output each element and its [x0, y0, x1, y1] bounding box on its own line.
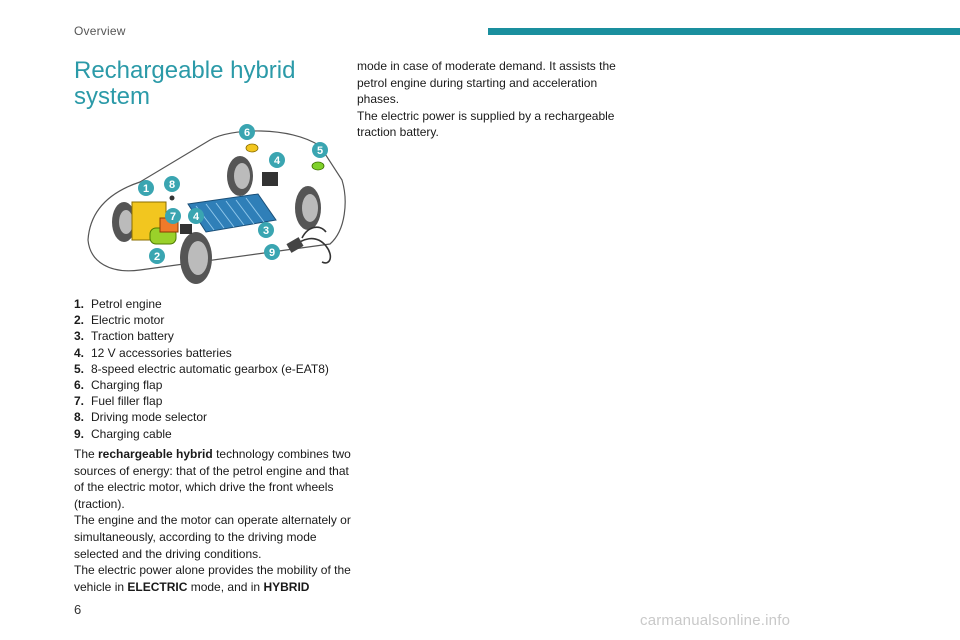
- driving-mode-selector-shape: [170, 196, 175, 201]
- list-item: 4. 12 V accessories batteries: [74, 345, 232, 360]
- svg-text:2: 2: [153, 251, 161, 263]
- accessory-battery-rear: [262, 172, 278, 186]
- svg-text:8: 8: [168, 179, 176, 191]
- accessory-battery-front: [180, 224, 192, 234]
- svg-text:3: 3: [262, 225, 270, 237]
- front-wheel-near: [180, 232, 212, 284]
- callout-6: [312, 142, 328, 158]
- list-item: 5. 8-speed electric automatic gearbox (e-EAT8): [74, 361, 329, 376]
- fuel-filler-flap-shape: [246, 144, 258, 152]
- list-item: 1. Petrol engine: [74, 297, 162, 311]
- callout-9: [264, 244, 280, 260]
- callout-4-front: [188, 208, 204, 224]
- list-item: 2. Electric motor: [74, 313, 165, 328]
- parts-list: [74, 296, 354, 442]
- list-item: 9. Charging cable: [74, 426, 172, 441]
- callout-5: [165, 208, 181, 224]
- body-text-column-2: mode in case of moderate demand. It assists the petrol engine during starting and acceleration phases. The electric power is supplied by a rechargeable traction battery.: [357, 59, 616, 140]
- body-text-column-1: The rechargeable hybrid technology combines two sources of energy: that of the petrol engine and that of the electric motor, which drive the front wheels (traction). The engine and the motor can operate alternately or simultaneously, according to the driving mode selected and the driving conditions. The electric power alone provides the mobility of the vehicle in ELECTRIC mode, and in HYBRID: [74, 447, 351, 594]
- hybrid-system-diagram: [80, 120, 350, 290]
- list-item: 7. Fuel filler flap: [74, 394, 163, 409]
- svg-text:5: 5: [316, 145, 324, 157]
- svg-text:6: 6: [243, 127, 251, 139]
- page-number: 6: [74, 602, 82, 617]
- callout-8: [164, 176, 180, 192]
- callout-3: [258, 222, 274, 238]
- charging-flap-shape: [312, 162, 324, 170]
- rear-wheel-right: [227, 156, 253, 196]
- svg-text:4: 4: [192, 211, 200, 223]
- list-item: 3. Traction battery: [74, 329, 174, 344]
- callout-4-rear: [269, 152, 285, 168]
- section-label: Overview: [74, 24, 126, 38]
- svg-text:4: 4: [273, 155, 281, 167]
- svg-text:7: 7: [169, 211, 177, 223]
- header-accent-bar: [488, 28, 960, 35]
- watermark: carmanualsonline.info: [640, 612, 791, 629]
- callout-2: [149, 248, 165, 264]
- rear-wheel-far: [295, 186, 321, 230]
- page-title: Rechargeable hybrid system: [74, 57, 296, 110]
- svg-text:1: 1: [142, 183, 150, 195]
- callout-1: [138, 180, 154, 196]
- list-item: 6. Charging flap: [74, 378, 163, 393]
- svg-text:9: 9: [268, 247, 276, 259]
- callout-7: [239, 124, 255, 140]
- list-item: 8. Driving mode selector: [74, 410, 208, 425]
